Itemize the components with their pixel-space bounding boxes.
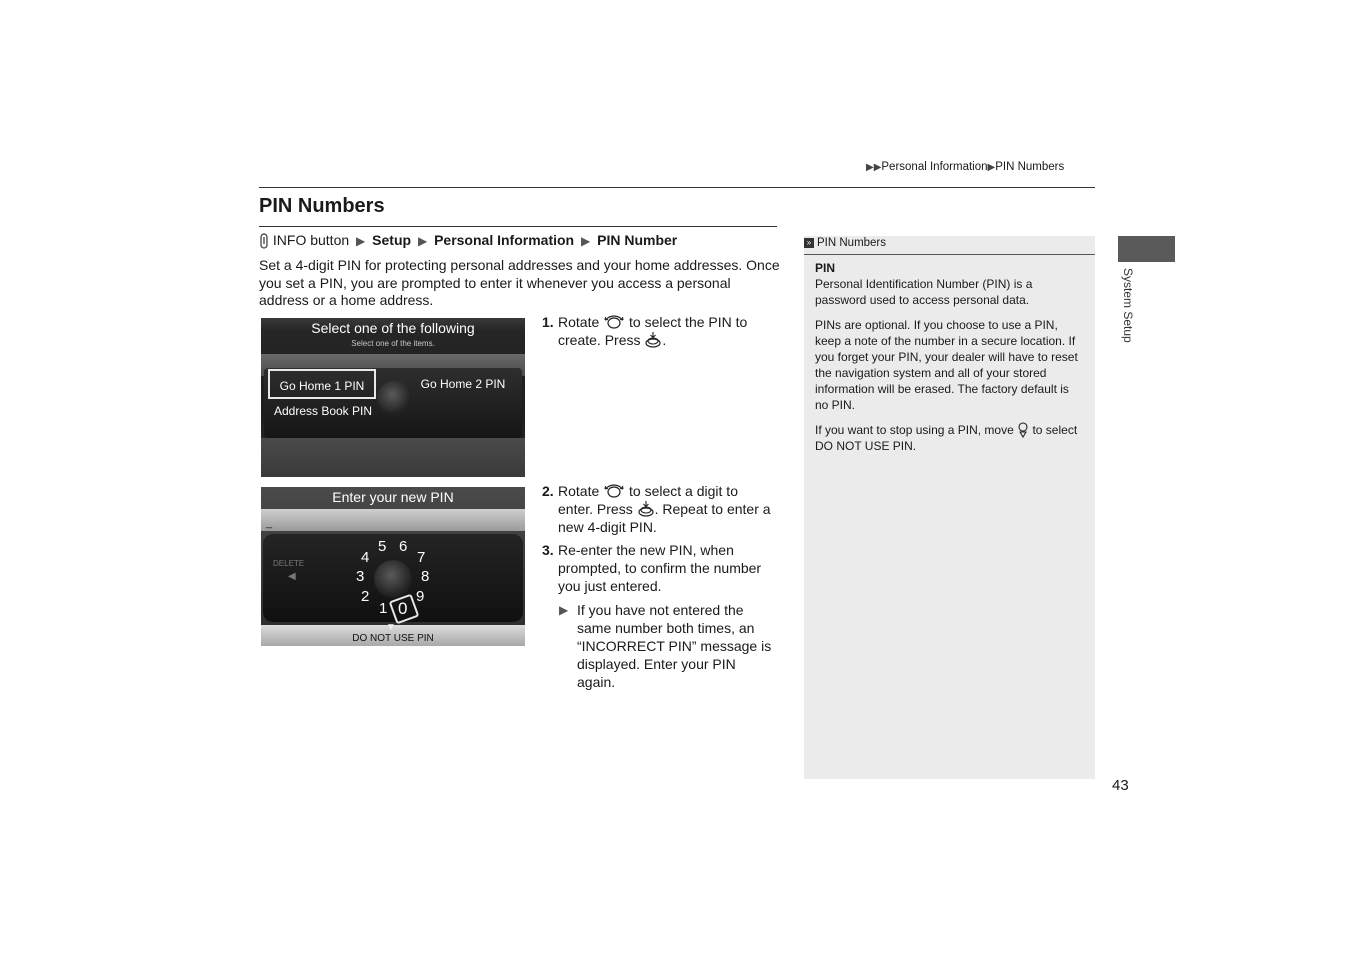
digit-6[interactable]: 6 [399,538,408,555]
arrow-icon: ▶ [417,234,428,248]
step-text: Re-enter the new PIN, when prompted, to confirm the number you just entered. [558,542,762,594]
digit-2[interactable]: 2 [361,588,370,605]
step-1 [542,313,762,349]
down-arrow-icon: ▼ [386,622,396,633]
digit-1[interactable]: 1 [379,600,388,617]
address-book-pin-option[interactable]: Address Book PIN [273,404,373,418]
page-number: 43 [1112,777,1129,794]
step-number: 3. [542,542,554,558]
breadcrumb [866,161,1064,173]
delete-option[interactable]: DELETE [273,559,305,568]
rotate-knob-icon [603,313,625,331]
reference-icon: » [804,238,814,248]
select-pin-screen [261,318,525,477]
dial-icon [374,560,412,598]
header-rule [259,187,1095,188]
digit-3[interactable]: 3 [356,568,365,585]
section-tab-label: System Setup [1121,268,1135,343]
sidebar-body [815,260,1085,463]
navigation-path [259,232,677,249]
digit-9[interactable]: 9 [416,588,425,605]
press-knob-icon [644,331,662,349]
sidebar-definition-block [815,260,1085,308]
left-arrow-icon: ◀ [288,571,296,582]
go-home-2-pin-option[interactable]: Go Home 2 PIN [420,377,506,391]
step-text-part: . [662,332,667,348]
breadcrumb-arrow-icon: ▶▶ [866,162,882,173]
press-knob-icon [637,500,655,518]
rotate-knob-icon [603,482,625,500]
go-home-1-pin-option[interactable]: Go Home 1 PIN [268,369,376,399]
sidebar-text-part: . [912,439,917,453]
step-text-part: to select a digit to enter. Press [558,483,738,517]
digit-5[interactable]: 5 [378,538,387,555]
breadcrumb-arrow-icon: ▶ [987,162,996,173]
screen-title: Select one of the following [311,320,475,336]
digit-4[interactable]: 4 [361,549,370,566]
nav-path-prefix: INFO button [272,232,350,248]
entry-cursor: _ [266,517,273,529]
sidebar-text-part: to select [1032,423,1078,437]
nav-path-step: Personal Information [434,232,575,248]
sidebar-definition: Personal Identification Number (PIN) is a password used to access personal data. [815,277,1033,307]
sidebar-heading-label: PIN Numbers [817,237,887,249]
digit-0[interactable]: 0 [398,599,408,618]
breadcrumb-item: PIN Numbers [995,161,1065,173]
step-number: 2. [542,483,554,499]
sidebar-heading [804,236,1095,255]
step-3-note [559,601,774,691]
screen-title: Enter your new PIN [332,489,454,505]
pin-entry-field[interactable] [261,509,525,531]
nav-path-step: Setup [372,232,412,248]
step-text-part: to select the PIN to create. Press [558,314,748,348]
breadcrumb-item: Personal Information [881,161,988,173]
do-not-use-pin-option[interactable]: DO NOT USE PIN [352,633,434,644]
page-title: PIN Numbers [259,195,385,217]
step-text-part: Rotate [558,314,600,330]
arrow-icon: ▶ [581,234,591,248]
step-2 [542,482,772,536]
dial-icon [377,381,411,415]
digit-7[interactable]: 7 [417,549,426,566]
sidebar-paragraph [815,422,1085,454]
info-button-icon [259,233,269,249]
digit-8[interactable]: 8 [421,568,430,585]
step-text-part: . Repeat to enter a new 4-digit PIN. [558,501,771,535]
section-tab-marker [1118,236,1175,262]
screen-subtitle: Select one of the items. [351,339,435,348]
nav-path-step: PIN Number [597,232,678,248]
step-text [558,313,762,349]
note-text: If you have not entered the same number both times, an “INCORRECT PIN” message is displayed. Enter your PIN again. [577,602,772,690]
sidebar-option-name: DO NOT USE PIN [815,439,913,453]
enter-pin-screen [261,487,525,646]
screen-bottom-bar [261,438,525,477]
sidebar-paragraph: PINs are optional. If you choose to use a PIN, keep a note of the number in a secure location. If you forget your PIN, your dealer will have to reset the navigation system and all of your stored information will be erased. The factory default is no PIN. [815,318,1078,412]
sidebar-text-part: If you want to stop using a PIN, move [815,423,1014,437]
step-text [558,482,772,536]
step-number: 1. [542,314,554,330]
intro-paragraph: Set a 4-digit PIN for protecting personal addresses and your home addresses. Once you set a PIN, you are prompted to enter it whenever you access a personal address or a home address. [259,257,780,309]
title-rule [259,226,777,227]
step-3 [542,541,774,595]
move-knob-down-icon [1017,422,1029,438]
arrow-icon: ▶ [559,603,569,617]
sidebar-term: PIN [815,261,836,275]
arrow-icon: ▶ [356,234,366,248]
step-text-part: Rotate [558,483,600,499]
